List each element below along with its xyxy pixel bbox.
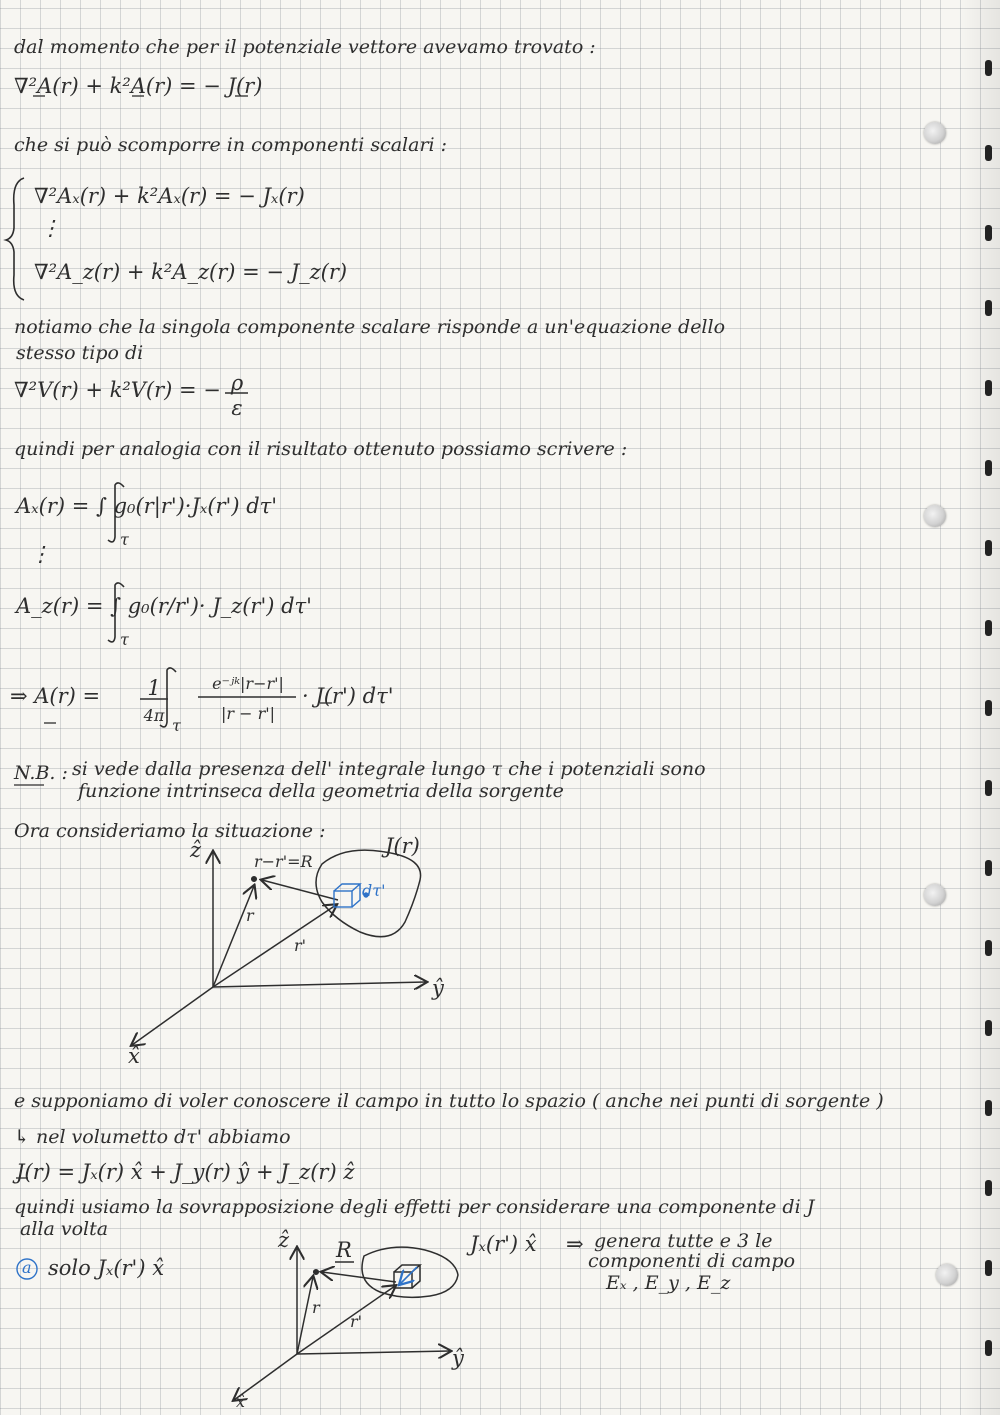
text-line-intro: dal momento che per il potenziale vettore avevamo trovato : [14,36,596,58]
case-a-text: solo Jₓ(r') x̂ [48,1256,165,1280]
equation-rho: ρ [230,371,244,395]
fig2-rp-label: r' [350,1312,363,1331]
equation-system-x: ∇²Aₓ(r) + k²Aₓ(r) = − Jₓ(r) [34,184,305,208]
fig2-z-label: ẑ [278,1228,290,1252]
equation-epsilon: ε [231,396,243,420]
equation-integral-z: A_z(r) = ∫ g₀(r/r')· J_z(r') dτ' [16,594,312,618]
result-coeff-den: 4π [143,706,165,725]
result-domain: τ [172,716,181,735]
result-kernel-num: e⁻ʲᵏ|r−r'| [212,674,284,693]
fig2-R-label: R [336,1238,352,1262]
nb-line-1: si vede dalla presenza dell' integrale lungo τ che i potenziali sono [72,758,706,780]
fig1-r-label: r [246,906,254,925]
equation-integral-x: Aₓ(r) = ∫ g₀(r|r')·Jₓ(r') dτ' [16,494,278,518]
fig2-y-label: ŷ [452,1346,464,1370]
fig1-R-label: r−r'=R [254,852,313,871]
result-coeff-num: 1 [147,676,161,700]
nb-label: N.B. : [14,762,68,784]
case-a-result-3: Eₓ , E_y , E_z [606,1272,731,1294]
text-line-analogy: quindi per analogia con il risultato ottenuto possiamo scrivere : [14,438,628,460]
case-a-current: Jₓ(r') x̂ [470,1232,537,1256]
case-a-result-1: genera tutte e 3 le [594,1230,773,1252]
text-line-one-at-a-time: alla volta [20,1218,109,1240]
equation-result-lhs: ⇒ A(r) = [10,684,101,708]
figure-2 [234,1247,458,1400]
equation-current-components: J(r) = Jₓ(r) x̂ + J_y(r) ŷ + J_z(r) ẑ [16,1160,355,1184]
case-a-implies: ⇒ [566,1232,584,1256]
text-line-situation: Ora consideriamo la situazione : [14,820,326,842]
text-line-field-everywhere: e supponiamo di voler conoscere il campo in tutto lo spazio ( anche nei punti di sorgente ) [14,1090,884,1112]
result-kernel-den: |r − r'| [220,704,276,723]
text-line-superposition: quindi usiamo la sovrapposizione degli effetti per considerare una componente di J [14,1196,815,1218]
fig1-x-label: x̂ [128,1044,140,1068]
integral-domain-x: τ [120,530,129,549]
equation-system-z: ∇²A_z(r) + k²A_z(r) = − J_z(r) [34,260,348,284]
figure-2-current-arrow [400,1267,417,1284]
equation-integral-dots: ⋮ [30,542,51,566]
text-line-note-scalar: notiamo che la singola componente scalare risponde a un'equazione dello [14,316,726,338]
text-line-decompose: che si può scomporre in componenti scalari : [14,134,448,156]
fig2-x-label: x̂ [236,1392,246,1411]
case-a-label: a [22,1258,32,1277]
figure-1 [132,850,426,1045]
text-line-volume-element: ↳ nel volumetto dτ' abbiamo [14,1126,291,1148]
case-a-result-2: componenti di campo [588,1250,796,1272]
equation-system-dots: ⋮ [40,216,61,240]
fig1-rp-label: r' [294,936,307,955]
text-line-same-type: stesso tipo di [16,342,144,364]
equation-result-rhs: · J(r') dτ' [302,684,394,708]
fig1-y-label: ŷ [432,976,444,1000]
fig2-r-label: r [312,1298,320,1317]
fig1-z-label: ẑ [190,838,202,862]
system-brace [6,178,24,300]
integral-domain-z: τ [120,630,129,649]
fig1-dtau-label: dτ' [362,881,386,900]
nb-line-2: funzione intrinseca della geometria della sorgente [78,780,564,802]
fig1-J-label: J(r) [385,834,420,858]
equation-helmholtz-vector: ∇²A(r) + k²A(r) = − J(r) [14,74,263,98]
equation-helmholtz-scalar: ∇²V(r) + k²V(r) = − [14,378,221,402]
